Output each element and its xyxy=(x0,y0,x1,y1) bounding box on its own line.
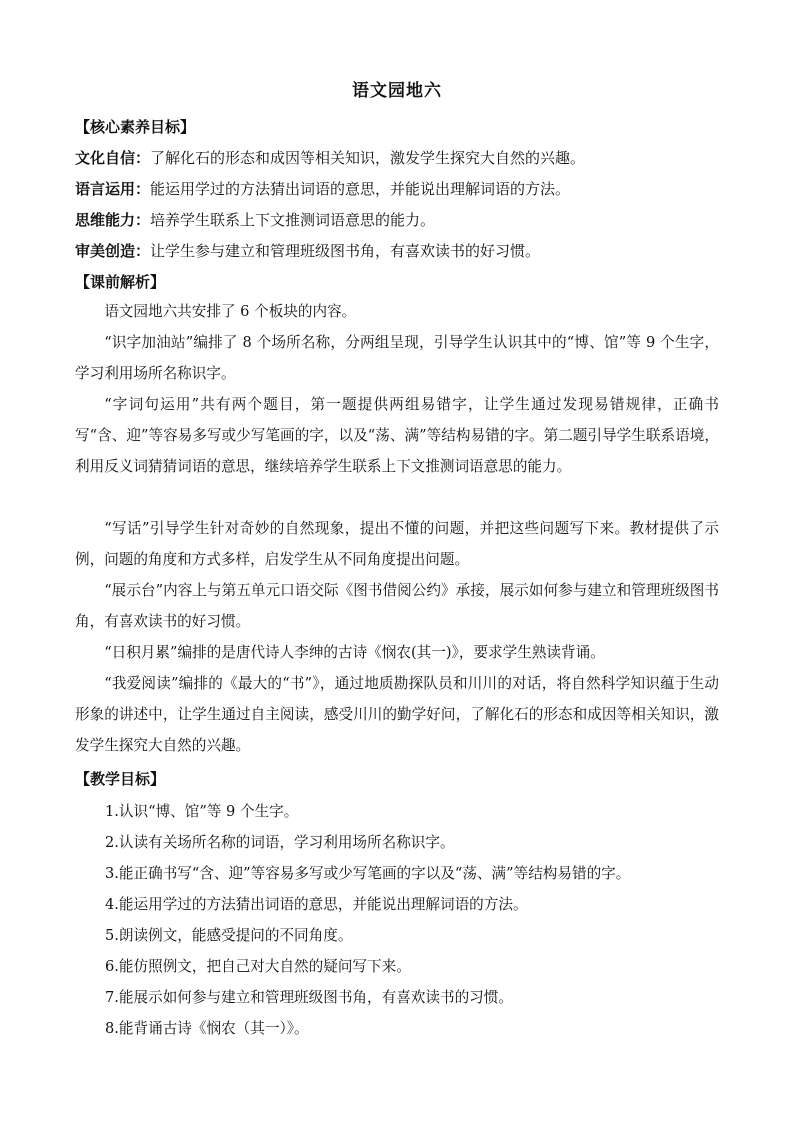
core-goal-text: 能运用学过的方法猜出词语的意思，并能说出理解词语的方法。 xyxy=(150,180,571,198)
analysis-paragraph: 语文园地六共安排了 6 个板块的内容。 xyxy=(104,303,357,320)
core-goal-aesthetic xyxy=(75,240,540,261)
teaching-goal-item: 5.朗读例文，能感受提问的不同角度。 xyxy=(105,927,353,944)
analysis-paragraph: “写话”引导学生针对奇妙的自然现象，提出不懂的问题，并把这些问题写下来。教材提供了示例，问题的角度和方式多样，启发学生从不同角度提出问题。 xyxy=(75,520,719,568)
teaching-goal-item: 7.能展示如何参与建立和管理班级图书角，有喜欢读书的习惯。 xyxy=(105,989,513,1006)
core-goal-language xyxy=(75,178,570,199)
teaching-goal-item: 4.能运用学过的方法猜出词语的意思，并能说出理解词语的方法。 xyxy=(105,896,528,913)
core-goal-label: 思维能力： xyxy=(75,211,151,229)
core-goal-label: 审美创造： xyxy=(75,242,151,260)
analysis-heading: 【课前解析】 xyxy=(75,273,166,291)
core-goal-text: 让学生参与建立和管理班级图书角，有喜欢读书的好习惯。 xyxy=(150,242,541,260)
teaching-goal-item: 1.认识“博、馆”等 9 个生字。 xyxy=(105,803,299,820)
analysis-paragraph: “我爱阅读”编排的《最大的“书”》，通过地质勘探队员和川川的对话，将自然科学知识蕴于生动形象的讲述中，让学生通过自主阅读，感受川川的勤学好问，了解化石的形态和成因等相关知识，激发学生探究大自然的兴趣。 xyxy=(75,675,719,754)
core-goal-text: 了解化石的形态和成因等相关知识，激发学生探究大自然的兴趣。 xyxy=(150,149,586,167)
page-title: 语文园地六 xyxy=(352,81,442,101)
teaching-goal-item: 2.认读有关场所名称的词语，学习利用场所名称识字。 xyxy=(105,834,455,851)
teaching-goal-item: 8.能背诵古诗《悯农（其一）》。 xyxy=(105,1020,309,1037)
analysis-paragraph: “识字加油站”编排了 8 个场所名称，分两组呈现，引导学生认识其中的“博、馆”等 9 个生字，学习利用场所名称识字。 xyxy=(75,334,719,382)
analysis-paragraph: “展示台”内容上与第五单元口语交际《图书借阅公约》承接，展示如何参与建立和管理班级图书角，有喜欢读书的好习惯。 xyxy=(75,582,719,630)
analysis-paragraph: “字词句运用”共有两个题目，第一题提供两组易错字，让学生通过发现易错规律，正确书写“含、迎”等容易多写或少写笔画的字，以及“荡、满”等结构易错的字。第二题引导学生联系语境，利用反义词猜猜词语的意思，继续培养学生联系上下文推测词语意思的能力。 xyxy=(75,396,719,475)
teaching-goals-heading: 【教学目标】 xyxy=(75,770,166,788)
teaching-goal-item: 6.能仿照例文，把自己对大自然的疑问写下来。 xyxy=(105,958,411,975)
core-goal-culture xyxy=(75,147,585,168)
teaching-goal-item: 3.能正确书写“含、迎”等容易多写或少写笔画的字以及“荡、满”等结构易错的字。 xyxy=(105,865,631,882)
core-goal-label: 文化自信： xyxy=(75,149,151,167)
core-goal-text: 培养学生联系上下文推测词语意思的能力。 xyxy=(150,211,436,229)
core-goal-thinking xyxy=(75,209,435,230)
analysis-paragraph: “日积月累”编排的是唐代诗人李绅的古诗《悯农(其一)》，要求学生熟读背诵。 xyxy=(104,644,605,661)
core-goals-heading: 【核心素养目标】 xyxy=(75,118,196,136)
core-goal-label: 语言运用： xyxy=(75,180,151,198)
